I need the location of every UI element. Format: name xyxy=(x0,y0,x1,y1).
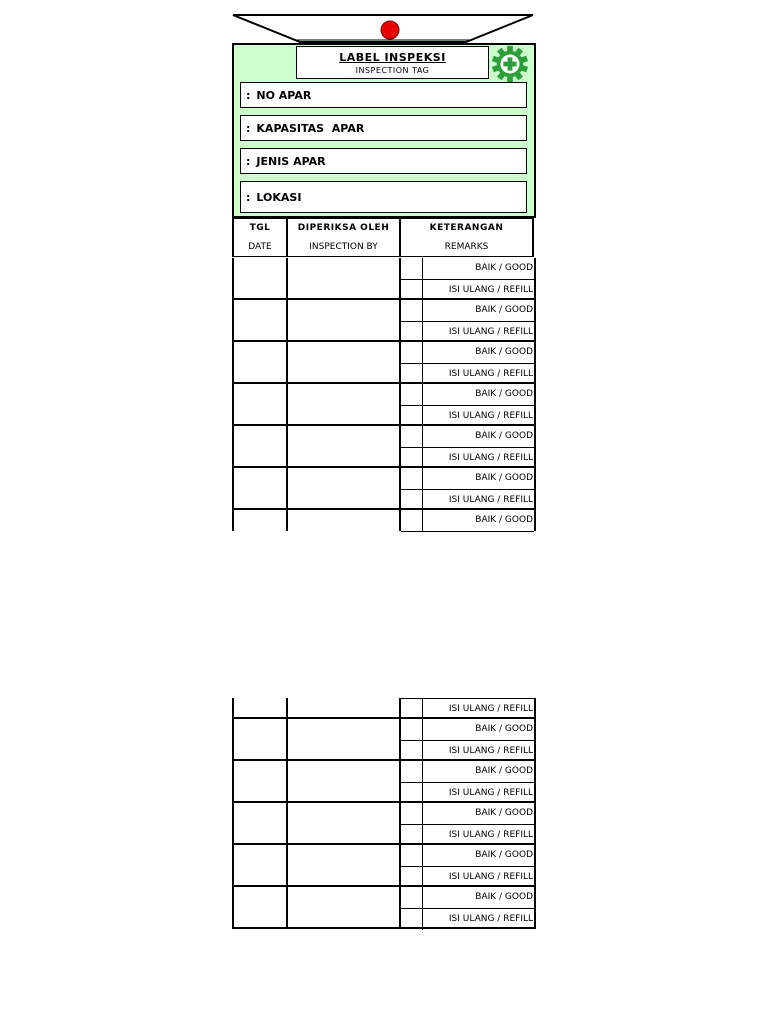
inspector-cell[interactable] xyxy=(288,468,401,508)
inspector-cell[interactable] xyxy=(288,300,401,340)
field-colon: : xyxy=(246,191,251,204)
table-row xyxy=(234,803,534,845)
remark-refill: ISI ULANG / REFILL xyxy=(448,285,533,295)
remark-good: BAIK / GOOD xyxy=(475,431,533,441)
good-checkbox[interactable] xyxy=(401,468,423,489)
tag-title: LABEL INSPEKSI xyxy=(339,51,446,64)
remark-refill: ISI ULANG / REFILL xyxy=(448,914,533,924)
remark-refill: ISI ULANG / REFILL xyxy=(448,746,533,756)
remarks-cell xyxy=(401,258,534,298)
field-label-kapasitas-apar: KAPASITAS APAR xyxy=(256,122,365,135)
date-cell[interactable] xyxy=(234,300,288,340)
date-cell[interactable] xyxy=(234,698,288,717)
inspector-cell[interactable] xyxy=(288,845,401,885)
inspector-cell[interactable] xyxy=(288,719,401,759)
field-label-no-apar: NO APAR xyxy=(256,89,312,102)
k3-gear-cross-icon xyxy=(491,45,529,83)
remark-good: BAIK / GOOD xyxy=(475,766,533,776)
date-cell[interactable] xyxy=(234,510,288,531)
remark-good: BAIK / GOOD xyxy=(475,808,533,818)
title-box xyxy=(296,46,489,79)
remarks-cell xyxy=(401,342,534,382)
remark-refill: ISI ULANG / REFILL xyxy=(448,453,533,463)
good-checkbox[interactable] xyxy=(401,342,423,363)
remarks-cell xyxy=(401,384,534,424)
remarks-cell xyxy=(401,468,534,508)
table-row xyxy=(234,887,534,929)
table-row xyxy=(234,845,534,887)
remark-good: BAIK / GOOD xyxy=(475,892,533,902)
refill-checkbox[interactable] xyxy=(401,783,423,804)
header-remarks-sub: REMARKS xyxy=(444,242,489,252)
inspection-table-upper xyxy=(232,258,536,531)
refill-checkbox[interactable] xyxy=(401,448,423,469)
inspector-cell[interactable] xyxy=(288,887,401,927)
remarks-cell xyxy=(401,300,534,340)
table-row xyxy=(234,342,534,384)
remarks-cell xyxy=(401,887,534,927)
refill-checkbox[interactable] xyxy=(401,825,423,846)
inspector-cell[interactable] xyxy=(288,510,401,531)
refill-checkbox[interactable] xyxy=(401,406,423,427)
date-cell[interactable] xyxy=(234,845,288,885)
remark-good: BAIK / GOOD xyxy=(475,347,533,357)
inspection-table-lower xyxy=(232,698,536,929)
good-checkbox[interactable] xyxy=(401,258,423,279)
field-colon: : xyxy=(246,155,251,168)
tag-subtitle: INSPECTION TAG xyxy=(355,66,430,75)
field-no-apar[interactable] xyxy=(240,82,527,108)
remark-good: BAIK / GOOD xyxy=(475,473,533,483)
refill-checkbox[interactable] xyxy=(401,909,423,930)
field-kapasitas-apar[interactable] xyxy=(240,115,527,141)
field-colon: : xyxy=(246,89,251,102)
inspection-table-header xyxy=(232,217,534,257)
date-cell[interactable] xyxy=(234,761,288,801)
table-row xyxy=(234,426,534,468)
date-cell[interactable] xyxy=(234,342,288,382)
remarks-cell xyxy=(401,845,534,885)
table-row xyxy=(234,384,534,426)
table-row-partial xyxy=(234,698,534,719)
field-lokasi[interactable] xyxy=(240,181,527,213)
remarks-cell xyxy=(401,426,534,466)
remarks-cell xyxy=(401,803,534,843)
inspector-cell[interactable] xyxy=(288,698,401,717)
remarks-cell xyxy=(401,510,534,531)
table-row xyxy=(234,761,534,803)
date-cell[interactable] xyxy=(234,258,288,298)
table-row xyxy=(234,468,534,510)
remark-refill: ISI ULANG / REFILL xyxy=(448,704,533,714)
inspector-cell[interactable] xyxy=(288,258,401,298)
date-cell[interactable] xyxy=(234,384,288,424)
good-checkbox[interactable] xyxy=(401,426,423,447)
good-checkbox[interactable] xyxy=(401,719,423,740)
date-cell[interactable] xyxy=(234,887,288,927)
header-inspector xyxy=(288,219,401,256)
remark-refill: ISI ULANG / REFILL xyxy=(448,872,533,882)
remark-refill: ISI ULANG / REFILL xyxy=(448,369,533,379)
refill-checkbox[interactable] xyxy=(401,741,423,762)
good-checkbox[interactable] xyxy=(401,510,423,531)
refill-checkbox[interactable] xyxy=(401,490,423,511)
good-checkbox[interactable] xyxy=(401,300,423,321)
remark-refill: ISI ULANG / REFILL xyxy=(448,495,533,505)
header-remarks xyxy=(401,219,532,256)
field-jenis-apar[interactable] xyxy=(240,148,527,174)
field-label-jenis-apar: JENIS APAR xyxy=(256,155,326,168)
inspector-cell[interactable] xyxy=(288,761,401,801)
table-row-partial xyxy=(234,510,534,531)
refill-checkbox[interactable] xyxy=(401,364,423,385)
remark-good: BAIK / GOOD xyxy=(475,305,533,315)
remark-refill: ISI ULANG / REFILL xyxy=(448,411,533,421)
header-date xyxy=(234,219,288,256)
good-checkbox[interactable] xyxy=(401,761,423,782)
header-inspector-main: DIPERIKSA OLEH xyxy=(297,223,390,233)
good-checkbox[interactable] xyxy=(401,845,423,866)
header-remarks-main: KETERANGAN xyxy=(429,223,504,233)
date-cell[interactable] xyxy=(234,719,288,759)
table-row xyxy=(234,300,534,342)
refill-checkbox[interactable] xyxy=(401,867,423,888)
inspector-cell[interactable] xyxy=(288,803,401,843)
remark-good: BAIK / GOOD xyxy=(475,724,533,734)
header-inspector-sub: INSPECTION BY xyxy=(309,242,378,252)
refill-checkbox[interactable] xyxy=(401,280,423,301)
field-colon: : xyxy=(246,122,251,135)
refill-checkbox[interactable] xyxy=(401,699,423,720)
header-date-sub: DATE xyxy=(248,242,272,252)
table-row xyxy=(234,719,534,761)
good-checkbox[interactable] xyxy=(401,384,423,405)
remarks-cell xyxy=(401,698,534,717)
header-date-main: TGL xyxy=(249,223,271,233)
refill-checkbox[interactable] xyxy=(401,322,423,343)
inspector-cell[interactable] xyxy=(288,384,401,424)
remark-refill: ISI ULANG / REFILL xyxy=(448,830,533,840)
field-label-lokasi: LOKASI xyxy=(256,191,302,204)
remark-good: BAIK / GOOD xyxy=(475,515,533,525)
remark-good: BAIK / GOOD xyxy=(475,263,533,273)
date-cell[interactable] xyxy=(234,803,288,843)
remark-good: BAIK / GOOD xyxy=(475,850,533,860)
inspector-cell[interactable] xyxy=(288,342,401,382)
remarks-cell xyxy=(401,719,534,759)
remark-refill: ISI ULANG / REFILL xyxy=(448,327,533,337)
remark-good: BAIK / GOOD xyxy=(475,389,533,399)
remarks-cell xyxy=(401,761,534,801)
good-checkbox[interactable] xyxy=(401,887,423,908)
inspector-cell[interactable] xyxy=(288,426,401,466)
table-row xyxy=(234,258,534,300)
good-checkbox[interactable] xyxy=(401,803,423,824)
date-cell[interactable] xyxy=(234,426,288,466)
date-cell[interactable] xyxy=(234,468,288,508)
remark-refill: ISI ULANG / REFILL xyxy=(448,788,533,798)
hanger-hole-dot xyxy=(381,21,399,39)
